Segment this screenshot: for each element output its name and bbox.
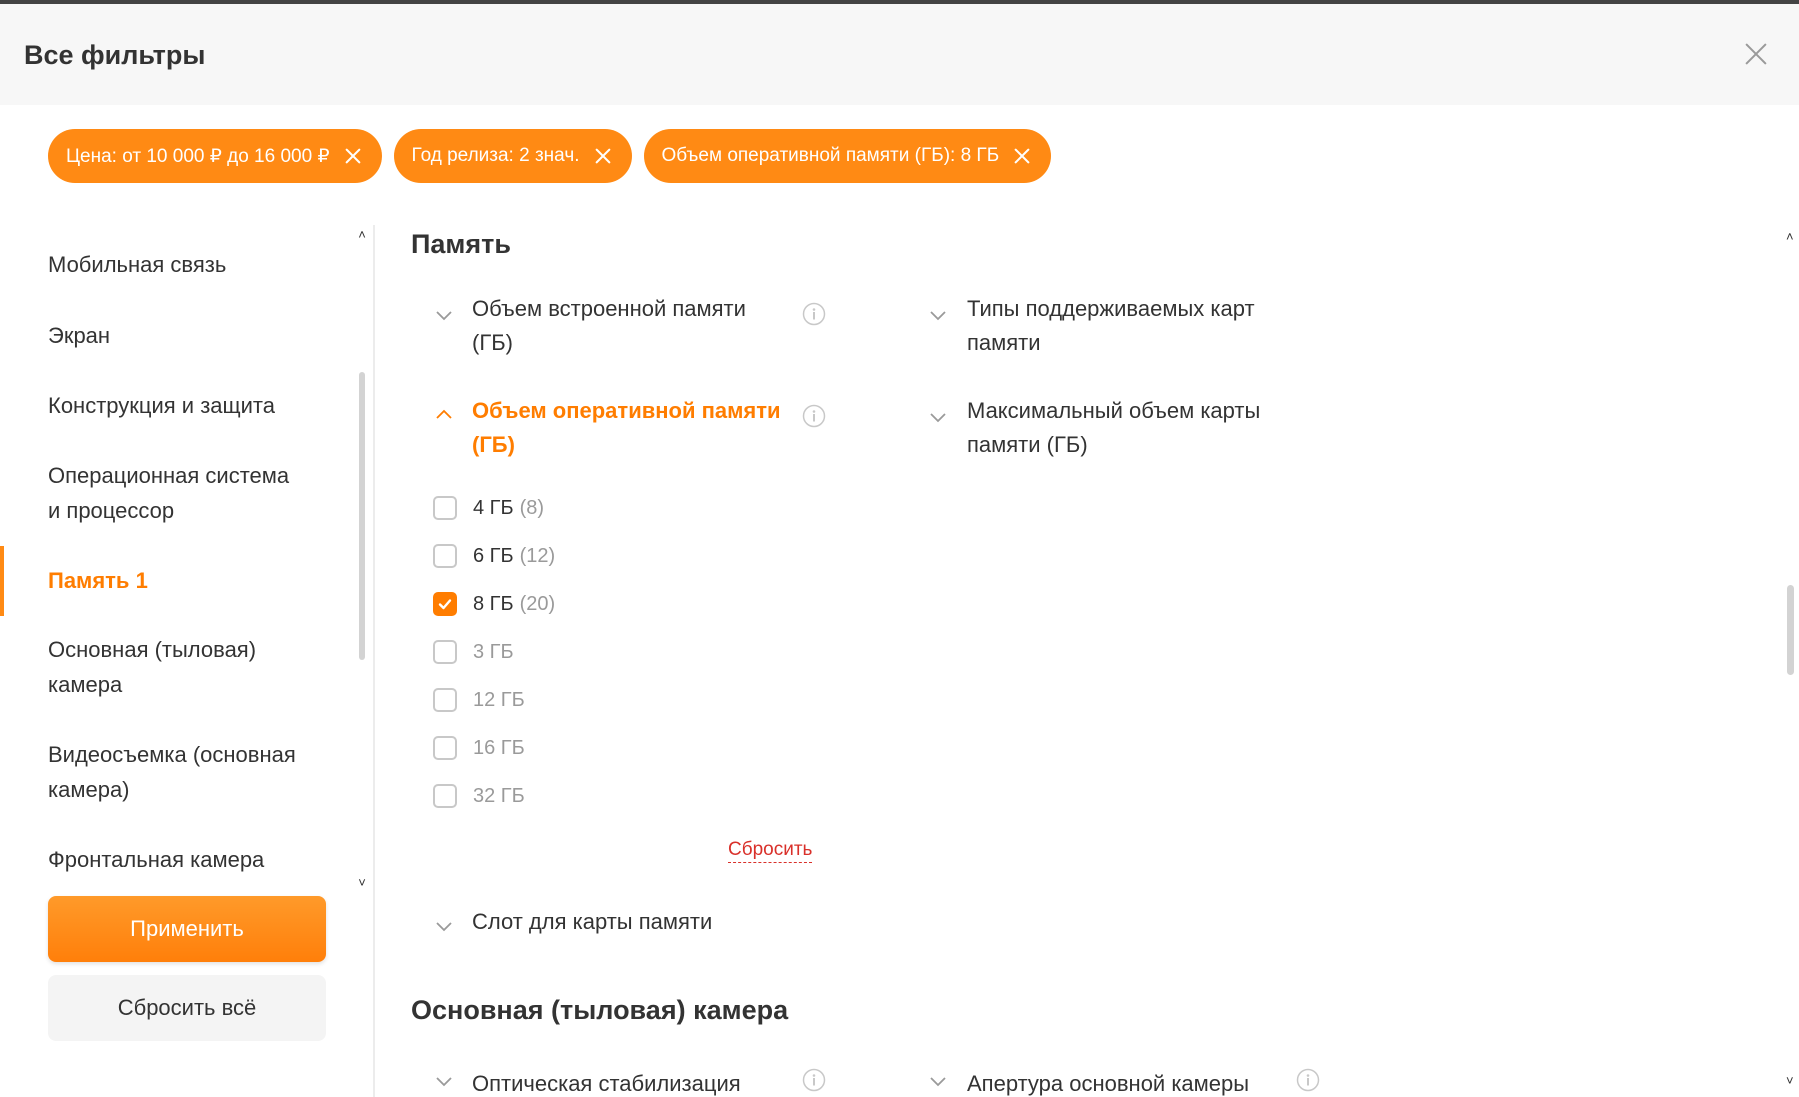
filter-card-slot[interactable]: Слот для карты памяти xyxy=(472,909,713,934)
checkbox-checked[interactable] xyxy=(433,592,457,616)
section-title-main-camera: Основная (тыловая) камера xyxy=(411,995,789,1025)
checkbox[interactable] xyxy=(433,544,457,568)
checkbox[interactable] xyxy=(433,688,457,712)
sidebar-item-main-camera[interactable]: Основная (тыловая) камера xyxy=(48,637,257,697)
checkbox-option-16gb[interactable]: 16 ГБ xyxy=(433,734,525,762)
sidebar-item-memory[interactable]: Память 1 xyxy=(48,568,148,593)
chevron-down-icon[interactable] xyxy=(436,918,452,934)
filter-builtin-memory[interactable]: Объем встроенной памяти (ГБ) xyxy=(472,296,746,355)
filter-card-types[interactable]: Типы поддерживаемых карт памяти xyxy=(967,296,1255,355)
chevron-up-icon[interactable] xyxy=(436,407,452,423)
sidebar-item-front-camera[interactable]: Фронтальная камера xyxy=(48,847,265,872)
chevron-down-icon[interactable] xyxy=(930,1073,946,1089)
section-title-memory: Память xyxy=(411,229,511,259)
chip-remove-icon[interactable] xyxy=(594,147,612,165)
sidebar-item-screen[interactable]: Экран xyxy=(48,323,111,348)
checkbox[interactable] xyxy=(433,736,457,760)
content-scroll-up-icon[interactable]: ˄ xyxy=(1786,229,1794,244)
apply-button[interactable]: Применить xyxy=(48,896,326,962)
content-scroll-down-icon[interactable]: ˅ xyxy=(1786,1073,1794,1088)
chip-label: Год релиза: 2 знач. xyxy=(411,145,580,166)
modal-title: Все фильтры xyxy=(24,40,206,70)
sidebar-scrollbar-thumb[interactable] xyxy=(359,372,365,660)
sidebar-item-os[interactable]: Операционная система и процессор xyxy=(48,463,290,523)
chevron-down-icon[interactable] xyxy=(930,307,946,323)
chip-remove-icon[interactable] xyxy=(344,147,362,165)
sidebar-item-construction[interactable]: Конструкция и защита xyxy=(48,393,275,418)
active-filter-chips xyxy=(48,129,1051,183)
info-icon[interactable] xyxy=(802,1068,826,1092)
info-icon[interactable] xyxy=(1296,1068,1320,1092)
checkbox-option-8gb[interactable]: 8 ГБ (20) xyxy=(433,590,555,618)
checkbox-option-12gb[interactable]: 12 ГБ xyxy=(433,686,525,714)
checkbox-option-3gb[interactable]: 3 ГБ xyxy=(433,638,514,666)
chevron-down-icon[interactable] xyxy=(930,409,946,425)
sidebar-scroll-up-icon[interactable]: ˄ xyxy=(358,227,366,242)
checkbox-option-4gb[interactable]: 4 ГБ (8) xyxy=(433,494,544,522)
filter-aperture[interactable]: Апертура основной камеры xyxy=(967,1071,1250,1096)
filter-content xyxy=(376,225,1799,1097)
chevron-down-icon[interactable] xyxy=(436,1073,452,1089)
checkbox-option-32gb[interactable]: 32 ГБ xyxy=(433,782,525,810)
info-icon[interactable] xyxy=(802,404,826,428)
filter-optical-stabilization[interactable]: Оптическая стабилизация xyxy=(472,1071,741,1096)
filter-ram[interactable]: Объем оперативной памяти (ГБ) xyxy=(472,398,781,457)
chip-remove-icon[interactable] xyxy=(1013,147,1031,165)
sidebar-scroll-down-icon[interactable]: ˅ xyxy=(358,875,366,890)
chip-ram[interactable] xyxy=(644,129,1052,183)
chevron-down-icon[interactable] xyxy=(436,307,452,323)
content-scrollbar-thumb[interactable] xyxy=(1787,585,1794,675)
filter-category-sidebar xyxy=(0,225,374,1097)
checkbox[interactable] xyxy=(433,496,457,520)
sidebar-divider xyxy=(373,225,375,1097)
chip-price[interactable] xyxy=(48,129,382,183)
modal-header xyxy=(0,4,1799,105)
info-icon[interactable] xyxy=(802,302,826,326)
checkbox[interactable] xyxy=(433,640,457,664)
checkmark-icon xyxy=(437,596,453,612)
checkbox[interactable] xyxy=(433,784,457,808)
filter-max-card[interactable]: Максимальный объем карты памяти (ГБ) xyxy=(967,398,1261,457)
reset-ram-link[interactable]: Сбросить xyxy=(728,838,812,863)
sidebar-item-mobile[interactable]: Мобильная связь xyxy=(48,252,227,277)
sidebar-item-video[interactable]: Видеосъемка (основная камера) xyxy=(48,742,296,802)
chip-release-year[interactable] xyxy=(394,129,632,183)
active-indicator xyxy=(0,546,4,616)
close-icon[interactable] xyxy=(1742,40,1770,68)
chip-label: Объем оперативной памяти (ГБ): 8 ГБ xyxy=(661,145,1000,166)
chip-label: Цена: от 10 000 ₽ до 16 000 ₽ xyxy=(66,145,330,167)
reset-all-button[interactable]: Сбросить всё xyxy=(48,975,326,1041)
checkbox-option-6gb[interactable]: 6 ГБ (12) xyxy=(433,542,555,570)
